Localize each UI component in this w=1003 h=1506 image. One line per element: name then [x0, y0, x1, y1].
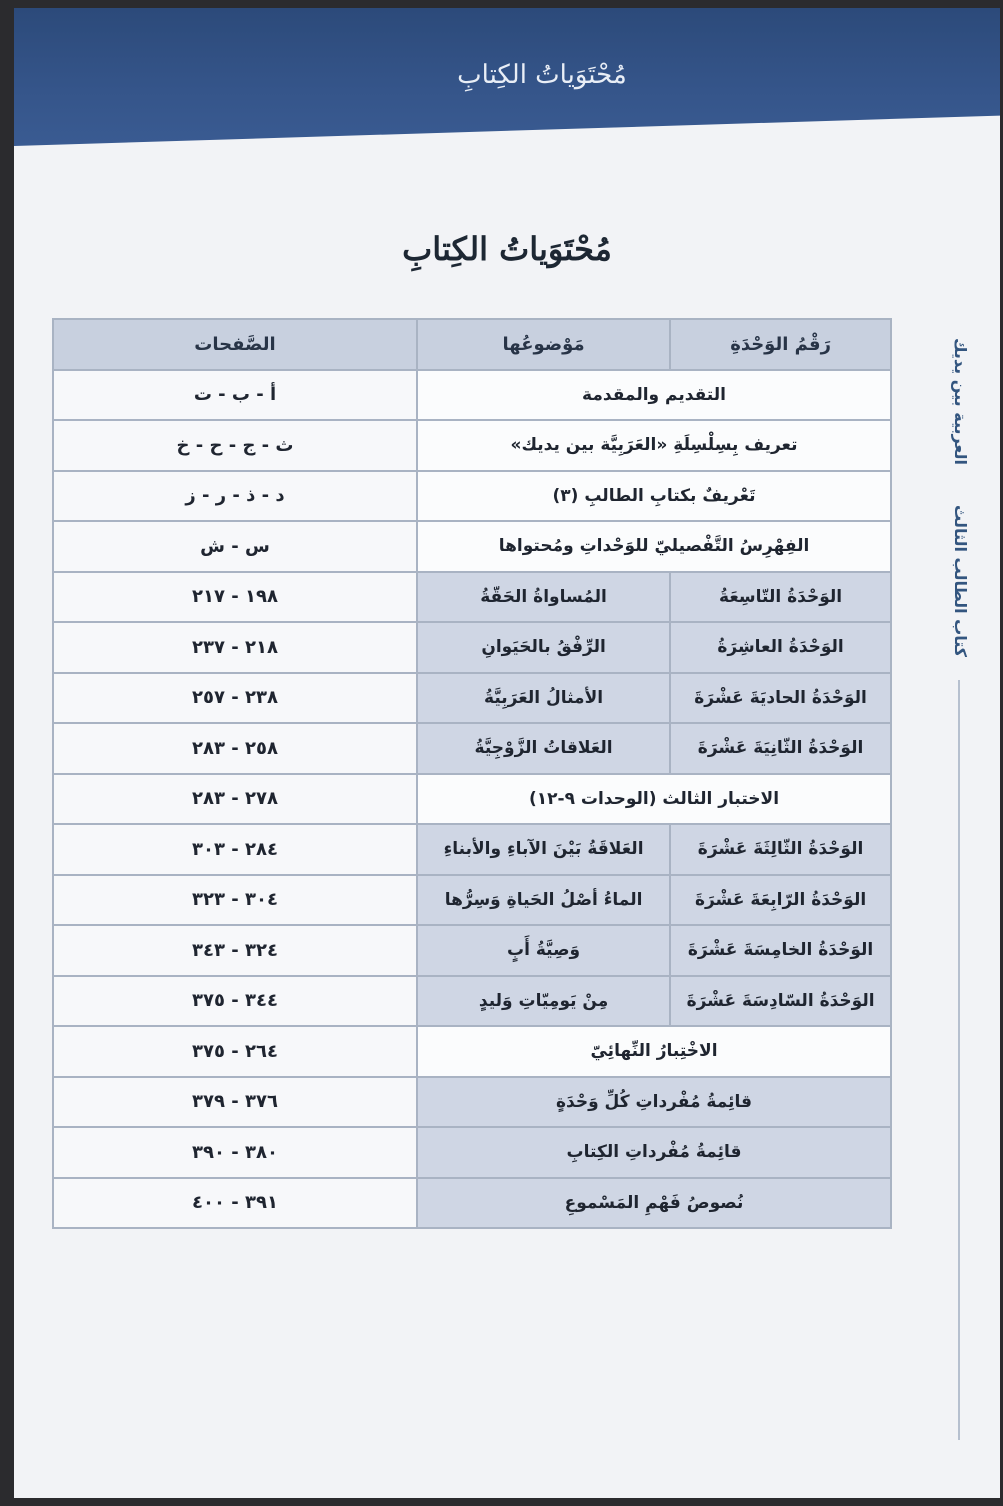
- side-series-name: العربية بين يديك: [951, 338, 970, 465]
- table-row: [53, 925, 891, 976]
- pages-cell: ١٩٨ - ٢١٧: [53, 572, 417, 623]
- pages-cell: س - ش: [53, 521, 417, 572]
- contents-table: [52, 318, 892, 1229]
- topic-cell: الرِّفْقُ بالحَيَوانِ: [417, 622, 670, 673]
- unit-cell: الوَحْدَةُ التّاسِعَةُ: [670, 572, 891, 623]
- book-page: [14, 8, 1000, 1498]
- pages-cell: ٣٤٤ - ٣٧٥: [53, 976, 417, 1027]
- topic-cell: المُساواةُ الحَقّةُ: [417, 572, 670, 623]
- topic-cell: العَلاقَةُ بَيْنَ الآباءِ والأبناءِ: [417, 824, 670, 875]
- pages-cell: ٣٧٦ - ٣٧٩: [53, 1077, 417, 1128]
- pages-cell: ٢١٨ - ٢٣٧: [53, 622, 417, 673]
- topic-cell: الاختبار الثالث (الوحدات ٩-١٢): [417, 774, 891, 825]
- topic-cell: مِنْ يَومِيّاتِ وَليدٍ: [417, 976, 670, 1027]
- table-row: [53, 1178, 891, 1229]
- pages-cell: ٢٨٤ - ٣٠٣: [53, 824, 417, 875]
- unit-cell: الوَحْدَةُ الثّانِيَةَ عَشْرَةَ: [670, 723, 891, 774]
- topic-cell: الأمثالُ العَرَبِيَّةُ: [417, 673, 670, 724]
- table-row: [53, 976, 891, 1027]
- table-row: [53, 1127, 891, 1178]
- pages-cell: ٢٧٨ - ٢٨٣: [53, 774, 417, 825]
- table-row: [53, 622, 891, 673]
- table-header-row: [53, 319, 891, 370]
- topic-cell: قائِمةُ مُفْرداتِ الكِتابِ: [417, 1127, 891, 1178]
- table-row: [53, 471, 891, 522]
- pages-cell: أ - ب - ت: [53, 370, 417, 421]
- unit-column-header: رَقْمُ الوَحْدَةِ: [670, 319, 891, 370]
- table-row: [53, 723, 891, 774]
- side-divider: [958, 680, 960, 1440]
- topic-cell: الماءُ أصْلُ الحَياةِ وَسِرُّها: [417, 875, 670, 926]
- pages-cell: ث - ج - ح - خ: [53, 420, 417, 471]
- pages-column-header: الصَّفحات: [53, 319, 417, 370]
- table-row: [53, 370, 891, 421]
- pages-cell: ٢٥٨ - ٢٨٣: [53, 723, 417, 774]
- table-row: [53, 673, 891, 724]
- side-series-text: [940, 338, 970, 678]
- side-book-name: كتاب الطالب الثالث: [951, 504, 970, 658]
- topic-cell: قائِمةُ مُفْرداتِ كُلِّ وَحْدَةٍ: [417, 1077, 891, 1128]
- table-row: [53, 572, 891, 623]
- pages-cell: د - ذ - ر - ز: [53, 471, 417, 522]
- topic-cell: تَعْريفٌ بكتابِ الطالبِ (٣): [417, 471, 891, 522]
- table-row: [53, 521, 891, 572]
- unit-cell: الوَحْدَةُ السّادِسَةَ عَشْرَةَ: [670, 976, 891, 1027]
- pages-cell: ٢٣٨ - ٢٥٧: [53, 673, 417, 724]
- table-row: [53, 824, 891, 875]
- topic-cell: تعريف بِسِلْسِلَةِ «العَرَبِيَّة بين يديك»: [417, 420, 891, 471]
- page-title: مُحْتَوَياتُ الكِتابِ: [402, 230, 612, 268]
- topic-column-header: مَوْضوعُها: [417, 319, 670, 370]
- unit-cell: الوَحْدَةُ الرّابِعَةَ عَشْرَةَ: [670, 875, 891, 926]
- topic-cell: العَلاقاتُ الزَّوْجِيَّةُ: [417, 723, 670, 774]
- table-row: [53, 420, 891, 471]
- unit-cell: الوَحْدَةُ العاشِرَةُ: [670, 622, 891, 673]
- pages-cell: ٣٨٠ - ٣٩٠: [53, 1127, 417, 1178]
- unit-cell: الوَحْدَةُ الثّالِثَةَ عَشْرَةَ: [670, 824, 891, 875]
- topic-cell: نُصوصُ فَهْمِ المَسْموعِ: [417, 1178, 891, 1229]
- header-band-title: مُحْتَوَياتُ الكِتابِ: [457, 60, 627, 90]
- topic-cell: وَصِيَّةُ أَبٍ: [417, 925, 670, 976]
- pages-cell: ٣٢٤ - ٣٤٣: [53, 925, 417, 976]
- topic-cell: التقديم والمقدمة: [417, 370, 891, 421]
- table-row: [53, 1026, 891, 1077]
- topic-cell: الفِهْرِسُ التَّفْصيليّ للوَحْداتِ ومُحتواها: [417, 521, 891, 572]
- pages-cell: ٣٩١ - ٤٠٠: [53, 1178, 417, 1229]
- topic-cell: الاخْتِبارُ النِّهائِيّ: [417, 1026, 891, 1077]
- table-row: [53, 774, 891, 825]
- pages-cell: ٢٦٤ - ٣٧٥: [53, 1026, 417, 1077]
- unit-cell: الوَحْدَةُ الخامِسَةَ عَشْرَةَ: [670, 925, 891, 976]
- pages-cell: ٣٠٤ - ٣٢٣: [53, 875, 417, 926]
- table-row: [53, 1077, 891, 1128]
- table-row: [53, 875, 891, 926]
- unit-cell: الوَحْدَةُ الحاديَةَ عَشْرَةَ: [670, 673, 891, 724]
